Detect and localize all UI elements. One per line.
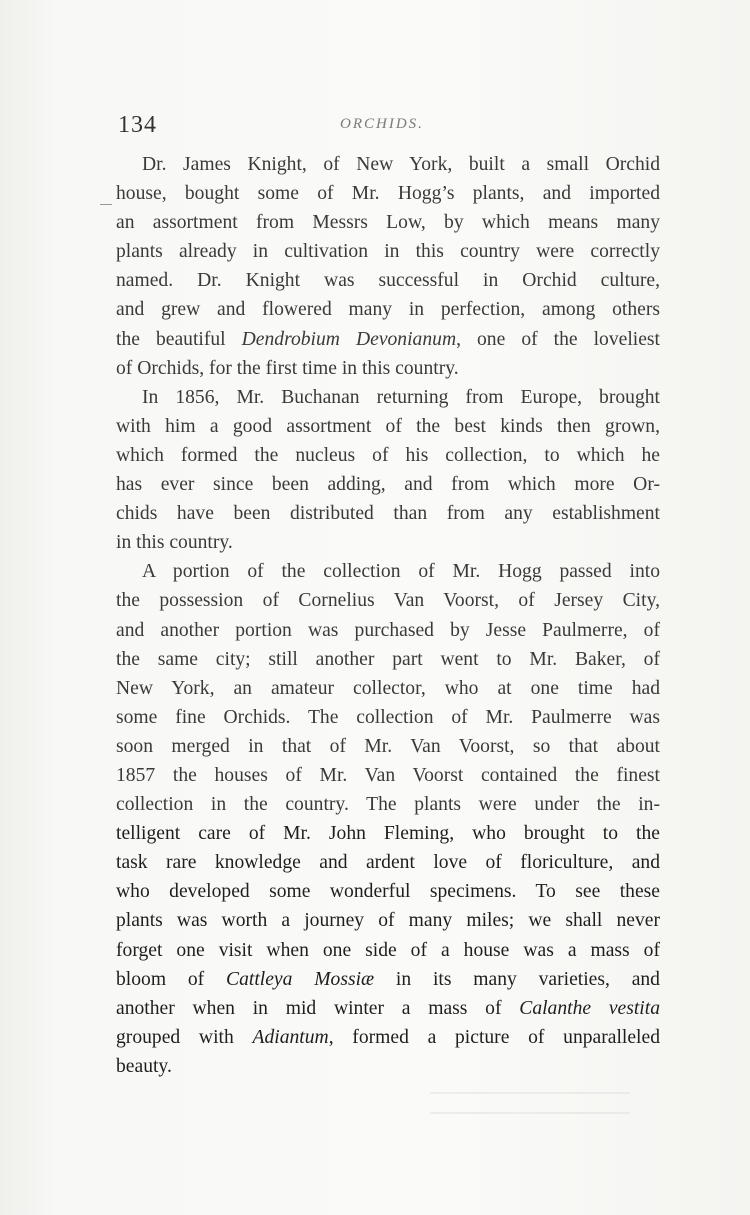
text-run: the possession of Cornelius Van Voorst, of Jersey City, — [116, 590, 660, 612]
text-run: plants was worth a journey of many miles; we shall never — [116, 910, 660, 932]
text-line — [116, 383, 660, 412]
text-line — [116, 528, 660, 557]
text-line — [116, 237, 660, 266]
text-line — [116, 441, 660, 470]
text-run: 1857 the houses of Mr. Van Voorst contained the finest — [116, 764, 660, 786]
text-run: plants already in cultivation in this country were correctly — [116, 241, 660, 263]
text-run: of Orchids, for the first time in this country. — [116, 357, 459, 379]
text-run: , formed a picture of unparalleled — [328, 1026, 660, 1048]
text-run: telligent care of Mr. John Fleming, who brought to the — [116, 823, 660, 845]
text-line — [116, 848, 660, 877]
text-run: the beautiful — [116, 328, 242, 350]
text-run: , one of the loveliest — [456, 328, 661, 350]
text-run: A portion of the collection of Mr. Hogg passed into — [142, 561, 660, 583]
text-line — [116, 266, 660, 295]
text-line — [116, 150, 660, 179]
text-line — [116, 645, 660, 674]
text-run: the same city; still another part went to Mr. Baker, of — [116, 648, 660, 670]
text-line — [116, 965, 660, 994]
text-run: chids have been distributed than from any establishment — [116, 503, 660, 525]
text-line — [116, 208, 660, 237]
text-line — [116, 906, 660, 935]
text-run: and another portion was purchased by Jesse Paulmerre, of — [116, 619, 660, 641]
text-line — [116, 499, 660, 528]
text-run: named. Dr. Knight was successful in Orchid culture, — [116, 270, 660, 292]
italic-text: Cattleya Mossiæ — [226, 968, 375, 990]
show-through-text — [430, 1074, 630, 1114]
text-line — [116, 877, 660, 906]
italic-text: Calanthe vestita — [519, 997, 660, 1019]
italic-text: Dendrobium Devonianum — [241, 328, 457, 350]
text-run: with him a good assortment of the best kinds then grown, — [116, 415, 660, 437]
text-run: and grew and flowered many in perfection, among others — [116, 299, 660, 321]
text-run: who developed some wonderful specimens. To see these — [116, 881, 660, 903]
text-run: In 1856, Mr. Buchanan returning from Europe, brought — [142, 386, 660, 408]
text-run: New York, an amateur collector, who at one time had — [116, 677, 660, 699]
text-line — [116, 295, 660, 324]
text-line — [116, 586, 660, 615]
text-run: beauty. — [116, 1055, 172, 1077]
text-line — [116, 412, 660, 441]
text-run: some fine Orchids. The collection of Mr. Paulmerre was — [116, 706, 660, 728]
text-run: in this country. — [116, 532, 233, 554]
text-run: soon merged in that of Mr. Van Voorst, so that about — [116, 735, 660, 757]
text-line — [116, 703, 660, 732]
text-line — [116, 179, 660, 208]
text-line — [116, 936, 660, 965]
text-run: another when in mid winter a mass of — [116, 997, 520, 1019]
text-line — [116, 674, 660, 703]
paragraph — [116, 557, 660, 1081]
text-run: task rare knowledge and ardent love of floriculture, and — [116, 852, 660, 874]
text-run: in its many varieties, and — [374, 968, 660, 990]
text-run: has ever since been adding, and from which more Or- — [116, 474, 660, 496]
paragraph — [116, 150, 660, 383]
text-run: which formed the nucleus of his collection, to which he — [116, 444, 660, 466]
text-line — [116, 1023, 660, 1052]
text-run: collection in the country. The plants were under the in- — [116, 794, 660, 816]
text-run: an assortment from Messrs Low, by which means many — [116, 212, 660, 234]
text-line — [116, 470, 660, 499]
page-header — [118, 112, 658, 148]
italic-text: Adiantum — [252, 1026, 329, 1048]
text-line — [116, 994, 660, 1023]
text-line — [116, 557, 660, 586]
text-line — [116, 732, 660, 761]
text-line — [116, 819, 660, 848]
margin-mark — [100, 204, 112, 205]
text-line — [116, 761, 660, 790]
text-run: house, bought some of Mr. Hogg’s plants, and imported — [116, 183, 660, 205]
paragraph — [116, 383, 660, 558]
text-line — [116, 616, 660, 645]
page-number: 134 — [118, 112, 157, 138]
text-line — [116, 325, 660, 354]
text-run: grouped with — [116, 1026, 253, 1048]
text-run: forget one visit when one side of a house was a mass of — [116, 939, 660, 961]
text-line — [116, 790, 660, 819]
text-run: Dr. James Knight, of New York, built a small Orchid — [142, 154, 660, 175]
running-title: ORCHIDS. — [340, 116, 424, 132]
text-line — [116, 354, 660, 383]
text-run: bloom of — [116, 968, 227, 990]
body-text — [116, 150, 660, 1081]
